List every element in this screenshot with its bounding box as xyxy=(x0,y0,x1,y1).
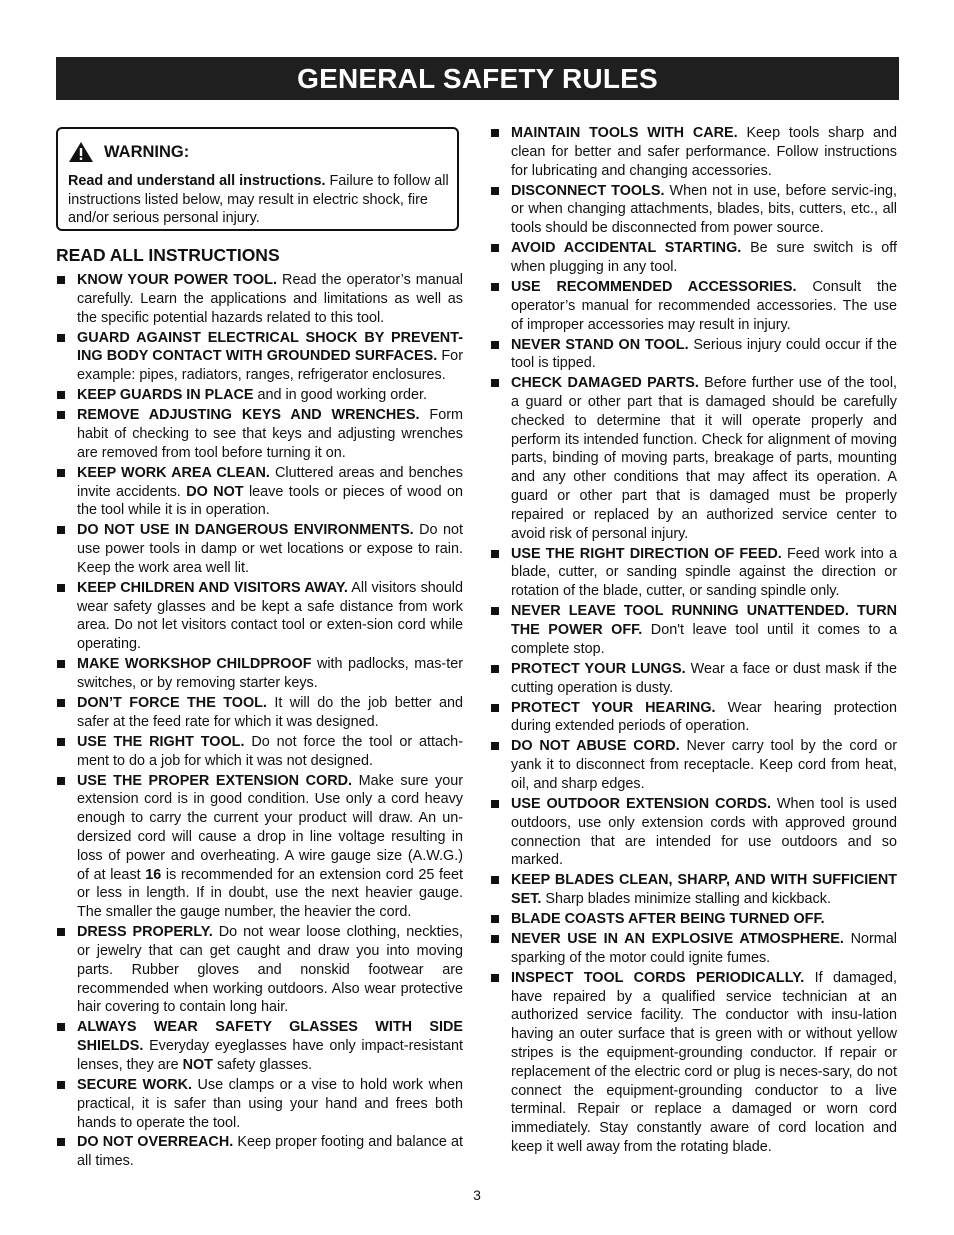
square-bullet-icon xyxy=(57,411,65,419)
rule-item xyxy=(490,336,897,374)
rule-text: Wear a face or dust mask if the cutting operation is dusty. xyxy=(511,660,898,696)
rule-item xyxy=(56,733,463,771)
warning-header xyxy=(68,141,189,163)
rule-text: Do not wear loose clothing, neckties, or jewelry that can get caught and draw you into moving parts. Rubber gloves and nonskid footwear are recommended when working outdoors. Also wear protective hair covering to contain long hair. xyxy=(77,924,463,1016)
square-bullet-icon xyxy=(57,526,65,534)
square-bullet-icon xyxy=(57,738,65,746)
left-rules-list xyxy=(56,271,463,1172)
square-bullet-icon xyxy=(491,800,499,808)
rule-text: Feed work into a blade, cutter, or sanding spindle against the direction or rotation of the blade, cutter, or sanding spindle only. xyxy=(511,545,897,600)
rule-heading: DRESS PROPERLY. xyxy=(77,924,213,941)
rule-heading: SECURE WORK. xyxy=(77,1076,193,1093)
square-bullet-icon xyxy=(57,334,65,342)
page-number: 3 xyxy=(473,1187,481,1203)
rule-text-continued: is recommended for an extension cord 25 feet or less in length. If in doubt, use the next heavier gauge. The smaller the gauge number, the heavier the cord. xyxy=(77,866,463,921)
square-bullet-icon xyxy=(491,876,499,884)
square-bullet-icon xyxy=(491,915,499,923)
rule-item xyxy=(56,521,463,577)
warning-label: WARNING: xyxy=(104,142,190,161)
section-heading: READ ALL INSTRUCTIONS xyxy=(56,245,280,265)
rule-item xyxy=(490,182,897,238)
rule-heading: CHECK DAMAGED PARTS. xyxy=(511,375,699,392)
square-bullet-icon xyxy=(491,244,499,252)
rule-heading: DON’T FORCE THE TOOL. xyxy=(77,695,267,712)
rule-item xyxy=(490,124,897,180)
rule-text: Sharp blades minimize stalling and kickback. xyxy=(541,891,831,908)
rule-item xyxy=(490,545,897,601)
rule-text: Be sure switch is off when plugging in any tool. xyxy=(511,240,897,275)
rule-item xyxy=(56,1076,463,1132)
rule-text: Form habit of checking to see that keys and adjusting wrenches are removed from tool before turning it on. xyxy=(77,407,463,461)
rule-heading: MAINTAIN TOOLS WITH CARE. xyxy=(511,125,738,141)
rule-text-continued: leave tools or pieces of wood on the tool while it is in operation. xyxy=(77,483,464,519)
rule-text: Use clamps or a vise to hold work when practical, it is safer than using your hand and frees both hands to operate the tool. xyxy=(77,1076,464,1131)
rule-heading: GUARD AGAINST ELECTRICAL SHOCK BY PREVENT-ING BODY CONTACT WITH GROUNDED SURFACES. xyxy=(77,329,463,365)
rule-heading: BLADE COASTS AFTER BEING TURNED OFF. xyxy=(511,911,825,928)
rule-heading: USE OUTDOOR EXTENSION CORDS. xyxy=(511,795,771,812)
rule-text: Cluttered areas and benches invite accidents. xyxy=(77,464,463,500)
square-bullet-icon xyxy=(57,1138,65,1146)
rule-text: Make sure your extension cord is in good condition. Use only a cord heavy enough to carry the current your product will draw. An un-dersized cord will cause a drop in line voltage resulting in loss of power and overheating. A wire gauge size (A.W.G.) of at least xyxy=(77,772,463,883)
square-bullet-icon xyxy=(491,129,499,137)
rule-heading: NEVER USE IN AN EXPLOSIVE ATMOSPHERE. xyxy=(511,931,844,948)
square-bullet-icon xyxy=(491,935,499,943)
rule-item xyxy=(56,579,463,654)
square-bullet-icon xyxy=(491,665,499,673)
rule-item xyxy=(56,1018,463,1074)
rule-item xyxy=(490,278,897,334)
rule-heading: DO NOT ABUSE CORD. xyxy=(511,738,680,755)
rule-item xyxy=(56,923,463,1017)
rule-heading: PROTECT YOUR HEARING. xyxy=(511,699,716,716)
warning-box xyxy=(56,127,459,231)
rule-text: and in good working order. xyxy=(253,387,428,404)
square-bullet-icon xyxy=(491,607,499,615)
rule-text: Wear hearing protection during extended periods of operation. xyxy=(511,699,897,735)
rule-item xyxy=(490,660,897,698)
square-bullet-icon xyxy=(491,341,499,349)
rule-item xyxy=(490,871,897,909)
rule-text: When not in use, before servic-ing, or when changing attachments, blades, bits, cutters, etc., all tools should be disconnected from power source. xyxy=(511,182,897,237)
rule-heading: USE RECOMMENDED ACCESSORIES. xyxy=(511,278,797,295)
rule-item xyxy=(56,655,463,693)
rule-item xyxy=(490,969,897,1157)
warning-triangle-icon xyxy=(68,141,94,163)
rule-text: All visitors should wear safety glasses and be kept a safe distance from work area. Do not let visitors contact tool or exten-sion cord while operating. xyxy=(77,579,464,653)
rule-text: Everyday eyeglasses have only impact-resistant lenses, they are xyxy=(77,1038,463,1073)
square-bullet-icon xyxy=(57,391,65,399)
rule-text-continued: safety glasses. xyxy=(212,1056,313,1073)
rule-heading: KNOW YOUR POWER TOOL. xyxy=(77,272,278,288)
rule-item xyxy=(56,406,463,462)
warning-lead: Read and understand all instructions. xyxy=(68,173,326,189)
rule-heading: DISCONNECT TOOLS. xyxy=(511,182,665,199)
rule-heading: KEEP WORK AREA CLEAN. xyxy=(77,464,270,481)
rule-item xyxy=(56,464,463,520)
warning-body: Failure to follow all instructions listed below, may result in electric shock, fire and/or serious personal injury. xyxy=(68,173,449,227)
rule-text: If damaged, have repaired by a qualified service technician at an authorized service facility. The conductor with insu-lation having an outer surface that is green with or without yellow stripes is the equipment-grounding conductor. If repair or replacement of the electric cord or plug is neces-sary, do not connect the equipment-grounding conductor to a live terminal. Repair or replace a damaged or worn cord immediately. Stay constantly aware of cord location and keep it well away from the rotating blade. xyxy=(511,969,898,1156)
rule-text: Do not force the tool or attach-ment to do a job for which it was not designed. xyxy=(77,733,463,769)
square-bullet-icon xyxy=(57,584,65,592)
square-bullet-icon xyxy=(57,660,65,668)
square-bullet-icon xyxy=(491,550,499,558)
rule-heading: NEVER STAND ON TOOL. xyxy=(511,336,689,353)
rule-heading: AVOID ACCIDENTAL STARTING. xyxy=(511,240,742,257)
rule-heading: USE THE RIGHT TOOL. xyxy=(77,733,245,750)
square-bullet-icon xyxy=(57,1023,65,1031)
rule-emphasis: NOT xyxy=(182,1056,213,1073)
rule-item xyxy=(490,374,897,543)
square-bullet-icon xyxy=(491,742,499,750)
right-rules-list xyxy=(490,124,897,1158)
rule-heading: DO NOT OVERREACH. xyxy=(77,1134,234,1151)
rule-heading: INSPECT TOOL CORDS PERIODICALLY. xyxy=(511,969,805,986)
rule-heading: KEEP GUARDS IN PLACE xyxy=(77,387,254,404)
rule-text: Read the operator’s manual carefully. Learn the applications and limitations as well as the specific potential hazards related to this tool. xyxy=(77,272,463,326)
rule-emphasis: DO NOT xyxy=(186,483,244,500)
rule-text: Consult the operator’s manual for recommended accessories. The use of improper accessories may result in injury. xyxy=(511,278,897,333)
rule-item xyxy=(490,795,897,870)
rule-text: For example: pipes, radiators, ranges, refrigerator enclosures. xyxy=(77,348,463,384)
rule-item xyxy=(490,930,897,968)
square-bullet-icon xyxy=(57,1081,65,1089)
rule-text: Keep proper footing and balance at all times. xyxy=(77,1134,463,1170)
rule-item xyxy=(490,239,897,277)
rule-heading: DO NOT USE IN DANGEROUS ENVIRONMENTS. xyxy=(77,522,414,539)
rule-item xyxy=(56,772,463,922)
square-bullet-icon xyxy=(491,283,499,291)
page-title: GENERAL SAFETY RULES xyxy=(56,57,899,100)
rule-heading: KEEP CHILDREN AND VISITORS AWAY. xyxy=(77,579,348,596)
rule-text: Never carry tool by the cord or yank it to disconnect from receptacle. Keep cord from heat, oil, and sharp edges. xyxy=(511,738,897,792)
square-bullet-icon xyxy=(57,928,65,936)
rule-text: Serious injury could occur if the tool is tipped. xyxy=(511,336,897,372)
rule-text: Do not use power tools in damp or wet locations or expose to rain. Keep the work area well lit. xyxy=(77,522,463,576)
rule-heading: USE THE PROPER EXTENSION CORD. xyxy=(77,772,353,789)
rule-item xyxy=(490,910,897,929)
square-bullet-icon xyxy=(491,974,499,982)
rule-text: Don't leave tool until it comes to a complete stop. xyxy=(511,622,897,657)
rule-text: with padlocks, mas-ter switches, or by removing starter keys. xyxy=(77,656,464,692)
rule-emphasis: 16 xyxy=(145,866,162,883)
square-bullet-icon xyxy=(57,699,65,707)
rule-text: Before further use of the tool, a guard or other part that is damaged should be carefully checked to determine that it will operate properly and perform its intended function. Check for alignment of moving parts, binding of moving parts, breakage of parts, mounting and any other conditions that may affect its operation. A guard or other part that is damaged must be properly repaired or replaced by an authorized service center to avoid risk of personal injury. xyxy=(511,375,898,542)
square-bullet-icon xyxy=(491,379,499,387)
rule-item xyxy=(56,1133,463,1171)
square-bullet-icon xyxy=(57,777,65,785)
rule-heading: NEVER LEAVE TOOL RUNNING UNATTENDED. TURN THE POWER OFF. xyxy=(511,603,897,639)
square-bullet-icon xyxy=(57,276,65,284)
square-bullet-icon xyxy=(491,704,499,712)
rule-heading: KEEP BLADES CLEAN, SHARP, AND WITH SUFFICIENT SET. xyxy=(511,872,897,908)
square-bullet-icon xyxy=(491,187,499,195)
rule-item xyxy=(490,699,897,737)
square-bullet-icon xyxy=(57,469,65,477)
rule-heading: REMOVE ADJUSTING KEYS AND WRENCHES. xyxy=(77,407,420,424)
rule-text: When tool is used outdoors, use only extension cords with approved ground connection that are intended for use outdoors and so marked. xyxy=(511,795,897,869)
rule-item xyxy=(56,694,463,732)
rule-heading: MAKE WORKSHOP CHILDPROOF xyxy=(77,656,312,673)
warning-text xyxy=(68,172,456,228)
rule-text: Normal sparking of the motor could ignite fumes. xyxy=(511,931,897,966)
rule-text: It will do the job better and safer at the feed rate for which it was designed. xyxy=(77,695,463,730)
rule-item xyxy=(490,602,897,658)
rule-item xyxy=(56,271,463,327)
rule-heading: PROTECT YOUR LUNGS. xyxy=(511,660,686,677)
rule-item xyxy=(490,737,897,793)
rule-heading: USE THE RIGHT DIRECTION OF FEED. xyxy=(511,545,782,562)
rule-item xyxy=(56,386,463,405)
rule-text: Keep tools sharp and clean for better and safer performance. Follow instructions for lubricating and changing accessories. xyxy=(511,125,897,179)
rule-heading: ALWAYS WEAR SAFETY GLASSES WITH SIDE SHIELDS. xyxy=(77,1019,463,1055)
rule-item xyxy=(56,329,463,385)
